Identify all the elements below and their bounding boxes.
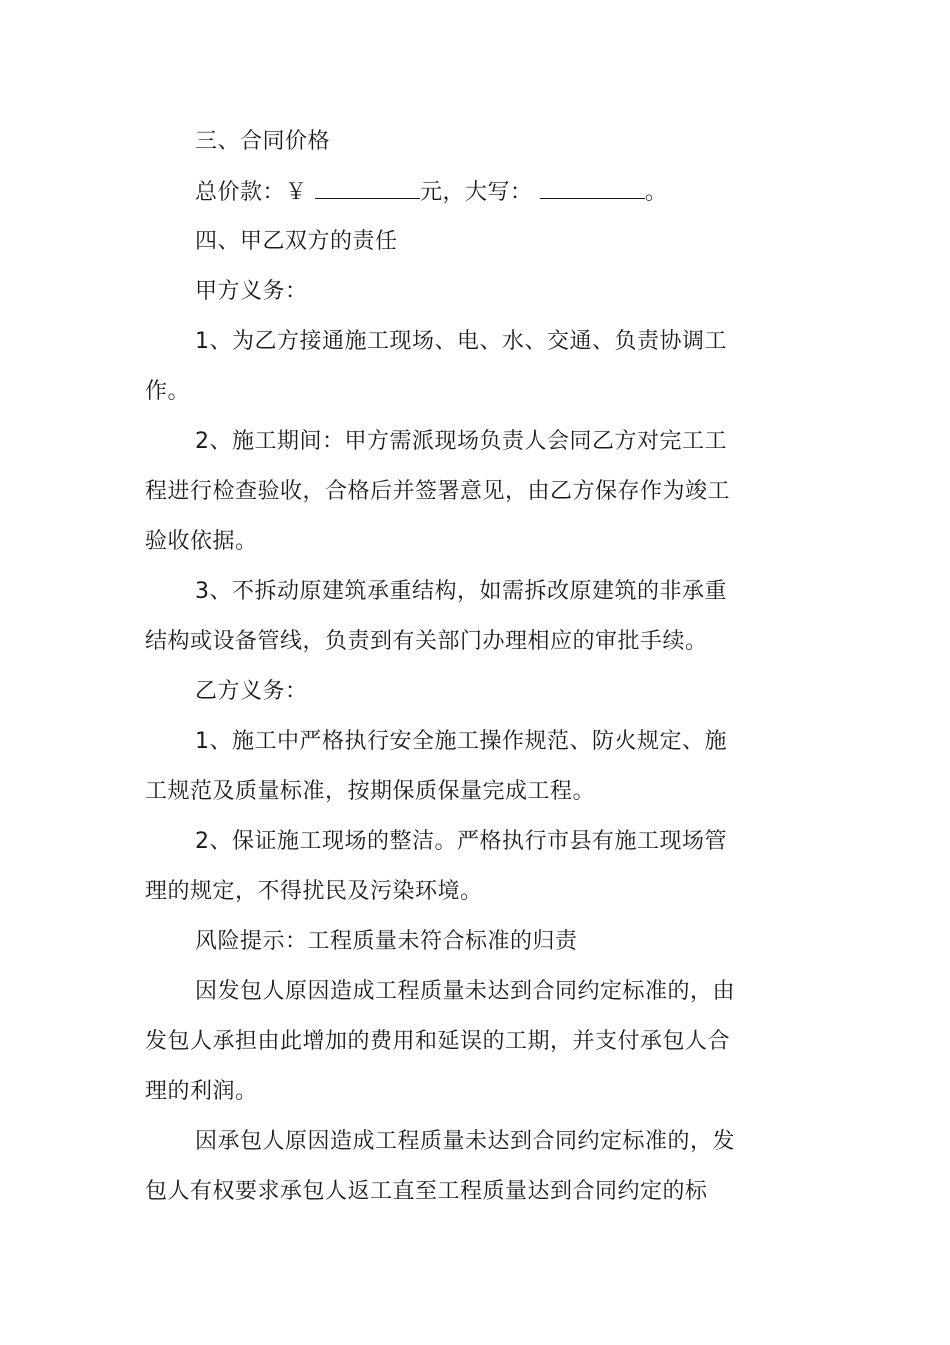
risk-paragraph-2-line-2: 包人有权要求承包人返工直至工程质量达到合同约定的标 [145,1179,708,1204]
capital-amount-label: 元，大写： [420,180,540,205]
risk-paragraph-1-line-3: 理的利润。 [145,1079,258,1104]
party-a-item-1-line-1: 1、为乙方接通施工现场、电、水、交通、负责协调工 [195,329,727,354]
party-a-item-2-line-3: 验收依据。 [145,529,258,554]
party-a-title: 甲方义务： [195,279,308,304]
party-b-item-1-line-2: 工规范及质量标准，按期保质保量完成工程。 [145,779,596,804]
risk-title: 风险提示：工程质量未符合标准的归责 [195,929,578,954]
price-capital-blank [540,178,645,199]
total-price-line [195,178,668,207]
party-b-item-1-line-1: 1、施工中严格执行安全施工操作规范、防火规定、施 [195,729,727,754]
party-a-item-2-line-1: 2、施工期间：甲方需派现场负责人会同乙方对完工工 [195,429,727,454]
party-a-item-1-line-2: 作。 [145,379,191,404]
sentence-end: 。 [645,180,668,205]
section-heading-price: 三、合同价格 [195,129,331,154]
party-a-item-3-line-2: 结构或设备管线，负责到有关部门办理相应的审批手续。 [145,629,708,654]
total-price-label: 总价款：￥ [195,180,315,205]
risk-paragraph-2-line-1: 因承包人原因造成工程质量未达到合同约定标准的，发 [195,1129,736,1154]
risk-paragraph-1-line-2: 发包人承担由此增加的费用和延误的工期，并支付承包人合 [145,1029,731,1054]
party-b-item-2-line-2: 理的规定，不得扰民及污染环境。 [145,879,483,904]
party-b-item-2-line-1: 2、保证施工现场的整洁。严格执行市县有施工现场管 [195,829,727,854]
party-a-item-2-line-2: 程进行检查验收，合格后并签署意见，由乙方保存作为竣工 [145,479,731,504]
party-b-title: 乙方义务： [195,679,308,704]
risk-paragraph-1-line-1: 因发包人原因造成工程质量未达到合同约定标准的，由 [195,979,736,1004]
section-heading-responsibilities: 四、甲乙双方的责任 [195,229,398,254]
price-number-blank [315,178,420,199]
party-a-item-3-line-1: 3、不拆动原建筑承重结构，如需拆改原建筑的非承重 [195,579,727,604]
